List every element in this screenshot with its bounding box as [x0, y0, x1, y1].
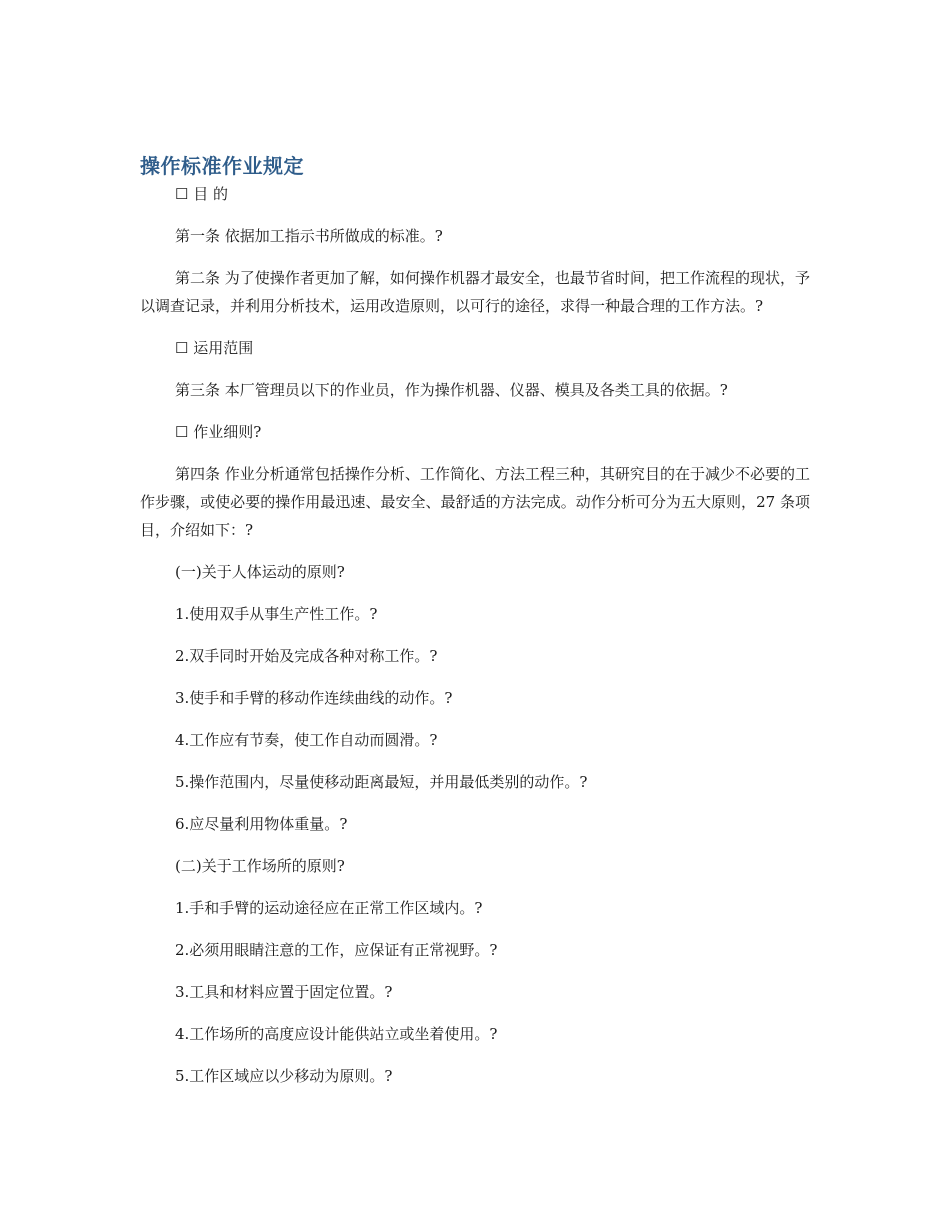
list-item: 1.使用双手从事生产性工作。?: [175, 605, 378, 623]
list-item: 2.必须用眼睛注意的工作，应保证有正常视野。?: [175, 941, 498, 959]
subsection-heading: (二)关于工作场所的原则?: [175, 857, 345, 875]
list-item: 5.操作范围内，尽量使移动距离最短，并用最低类别的动作。?: [175, 773, 588, 791]
section-heading-scope: ☐ 运用范围: [175, 339, 254, 357]
paragraph: 第一条 依据加工指示书所做成的标准。?: [175, 227, 443, 245]
document-body: [140, 180, 810, 1104]
paragraph: 第四条 作业分析通常包括操作分析、工作简化、方法工程三种，其研究目的在于减少不必要的工作步骤，或使必要的操作用最迅速、最安全、最舒适的方法完成。动作分析可分为五大原则，27 条项目，介绍如下：?: [140, 465, 810, 539]
list-item: 1.手和手臂的运动途径应在正常工作区域内。?: [175, 899, 483, 917]
section-heading-purpose: ☐ 目 的: [175, 185, 228, 203]
list-item: 6.应尽量利用物体重量。?: [175, 815, 348, 833]
list-item: 4.工作场所的高度应设计能供站立或坐着使用。?: [175, 1025, 498, 1043]
list-item: 3.使手和手臂的移动作连续曲线的动作。?: [175, 689, 453, 707]
subsection-heading: (一)关于人体运动的原则?: [175, 563, 345, 581]
list-item: 5.工作区域应以少移动为原则。?: [175, 1067, 393, 1085]
paragraph: 第三条 本厂管理员以下的作业员，作为操作机器、仪器、模具及各类工具的依据。?: [175, 381, 728, 399]
section-heading-rules: ☐ 作业细则?: [175, 423, 262, 441]
document-title: 操作标准作业规定: [140, 154, 304, 178]
list-item: 4.工作应有节奏，使工作自动而圆滑。?: [175, 731, 438, 749]
paragraph: 第二条 为了使操作者更加了解，如何操作机器才最安全，也最节省时间，把工作流程的现状，予以调查记录，并利用分析技术，运用改造原则，以可行的途径，求得一种最合理的工作方法。?: [140, 269, 810, 315]
list-item: 3.工具和材料应置于固定位置。?: [175, 983, 393, 1001]
list-item: 2.双手同时开始及完成各种对称工作。?: [175, 647, 438, 665]
